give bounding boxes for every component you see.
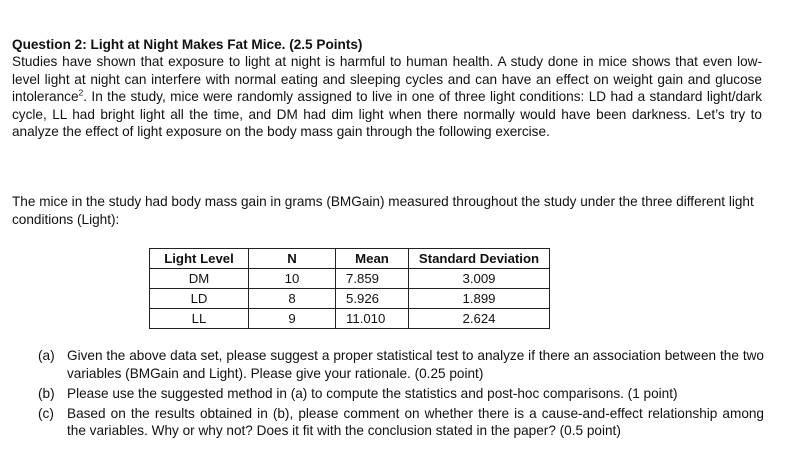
header-n: N bbox=[249, 249, 336, 269]
part-label: (b) bbox=[38, 385, 55, 401]
cell-n: 10 bbox=[249, 269, 336, 289]
part-label: (a) bbox=[38, 348, 55, 363]
table-header-row bbox=[150, 249, 550, 269]
reference-superscript: 2 bbox=[78, 87, 84, 98]
intro-paragraph bbox=[12, 53, 762, 141]
question-part-b bbox=[12, 385, 764, 403]
question-title: Question 2: Light at Night Makes Fat Mice. (2.5 Points) bbox=[12, 37, 363, 52]
question-part-a bbox=[12, 347, 764, 382]
cell-mean: 7.859 bbox=[336, 269, 409, 289]
table-row bbox=[150, 289, 550, 309]
cell-mean: 11.010 bbox=[336, 309, 409, 329]
table-row bbox=[150, 269, 550, 289]
intro-text-part2: . In the study, mice were randomly assigned to live in one of three light conditions: LD had a standard light/dark cycle, LL had bright light all the time, and DM had dim light when there normally would have been darkness. Let’s try to analyze the effect of light exposure on the body mass gain through the following exercise. bbox=[12, 89, 762, 140]
intro-text-part1: Studies have shown that exposure to light at night is harmful to human health. A study done in mice shows that even low-level light at night can interfere with normal eating and sleeping cycles and can have an effect on weight gain and glucose intolerance bbox=[12, 54, 762, 105]
cell-light-level: LD bbox=[150, 289, 249, 309]
part-text: Given the above data set, please suggest a proper statistical test to analyze if there an association between the two variables (BMGain and Light). Please give your rationale. (0.25 point) bbox=[67, 348, 764, 381]
part-label: (c) bbox=[38, 405, 54, 421]
header-standard-deviation: Standard Deviation bbox=[409, 249, 550, 269]
cell-n: 9 bbox=[249, 309, 336, 329]
header-light-level: Light Level bbox=[150, 249, 249, 269]
table-lead-paragraph: The mice in the study had body mass gain in grams (BMGain) measured throughout the study under the three different light conditions (Light): bbox=[12, 194, 754, 227]
part-text: Based on the results obtained in (b), please comment on whether there is a cause-and-effect relationship among the variables. Why or why not? Does it fit with the conclusion stated in the paper? (0.5 point) bbox=[67, 405, 764, 439]
cell-standard-deviation: 3.009 bbox=[409, 269, 550, 289]
cell-light-level: LL bbox=[150, 309, 249, 329]
table-row bbox=[150, 309, 550, 329]
cell-standard-deviation: 2.624 bbox=[409, 309, 550, 329]
summary-stats-table bbox=[149, 248, 550, 329]
cell-light-level: DM bbox=[150, 269, 249, 289]
cell-mean: 5.926 bbox=[336, 289, 409, 309]
question-parts-list bbox=[12, 347, 764, 442]
header-mean: Mean bbox=[336, 249, 409, 269]
cell-n: 8 bbox=[249, 289, 336, 309]
question-part-c bbox=[12, 405, 764, 440]
part-text: Please use the suggested method in (a) to compute the statistics and post-hoc comparisons. (1 point) bbox=[67, 385, 678, 401]
cell-standard-deviation: 1.899 bbox=[409, 289, 550, 309]
